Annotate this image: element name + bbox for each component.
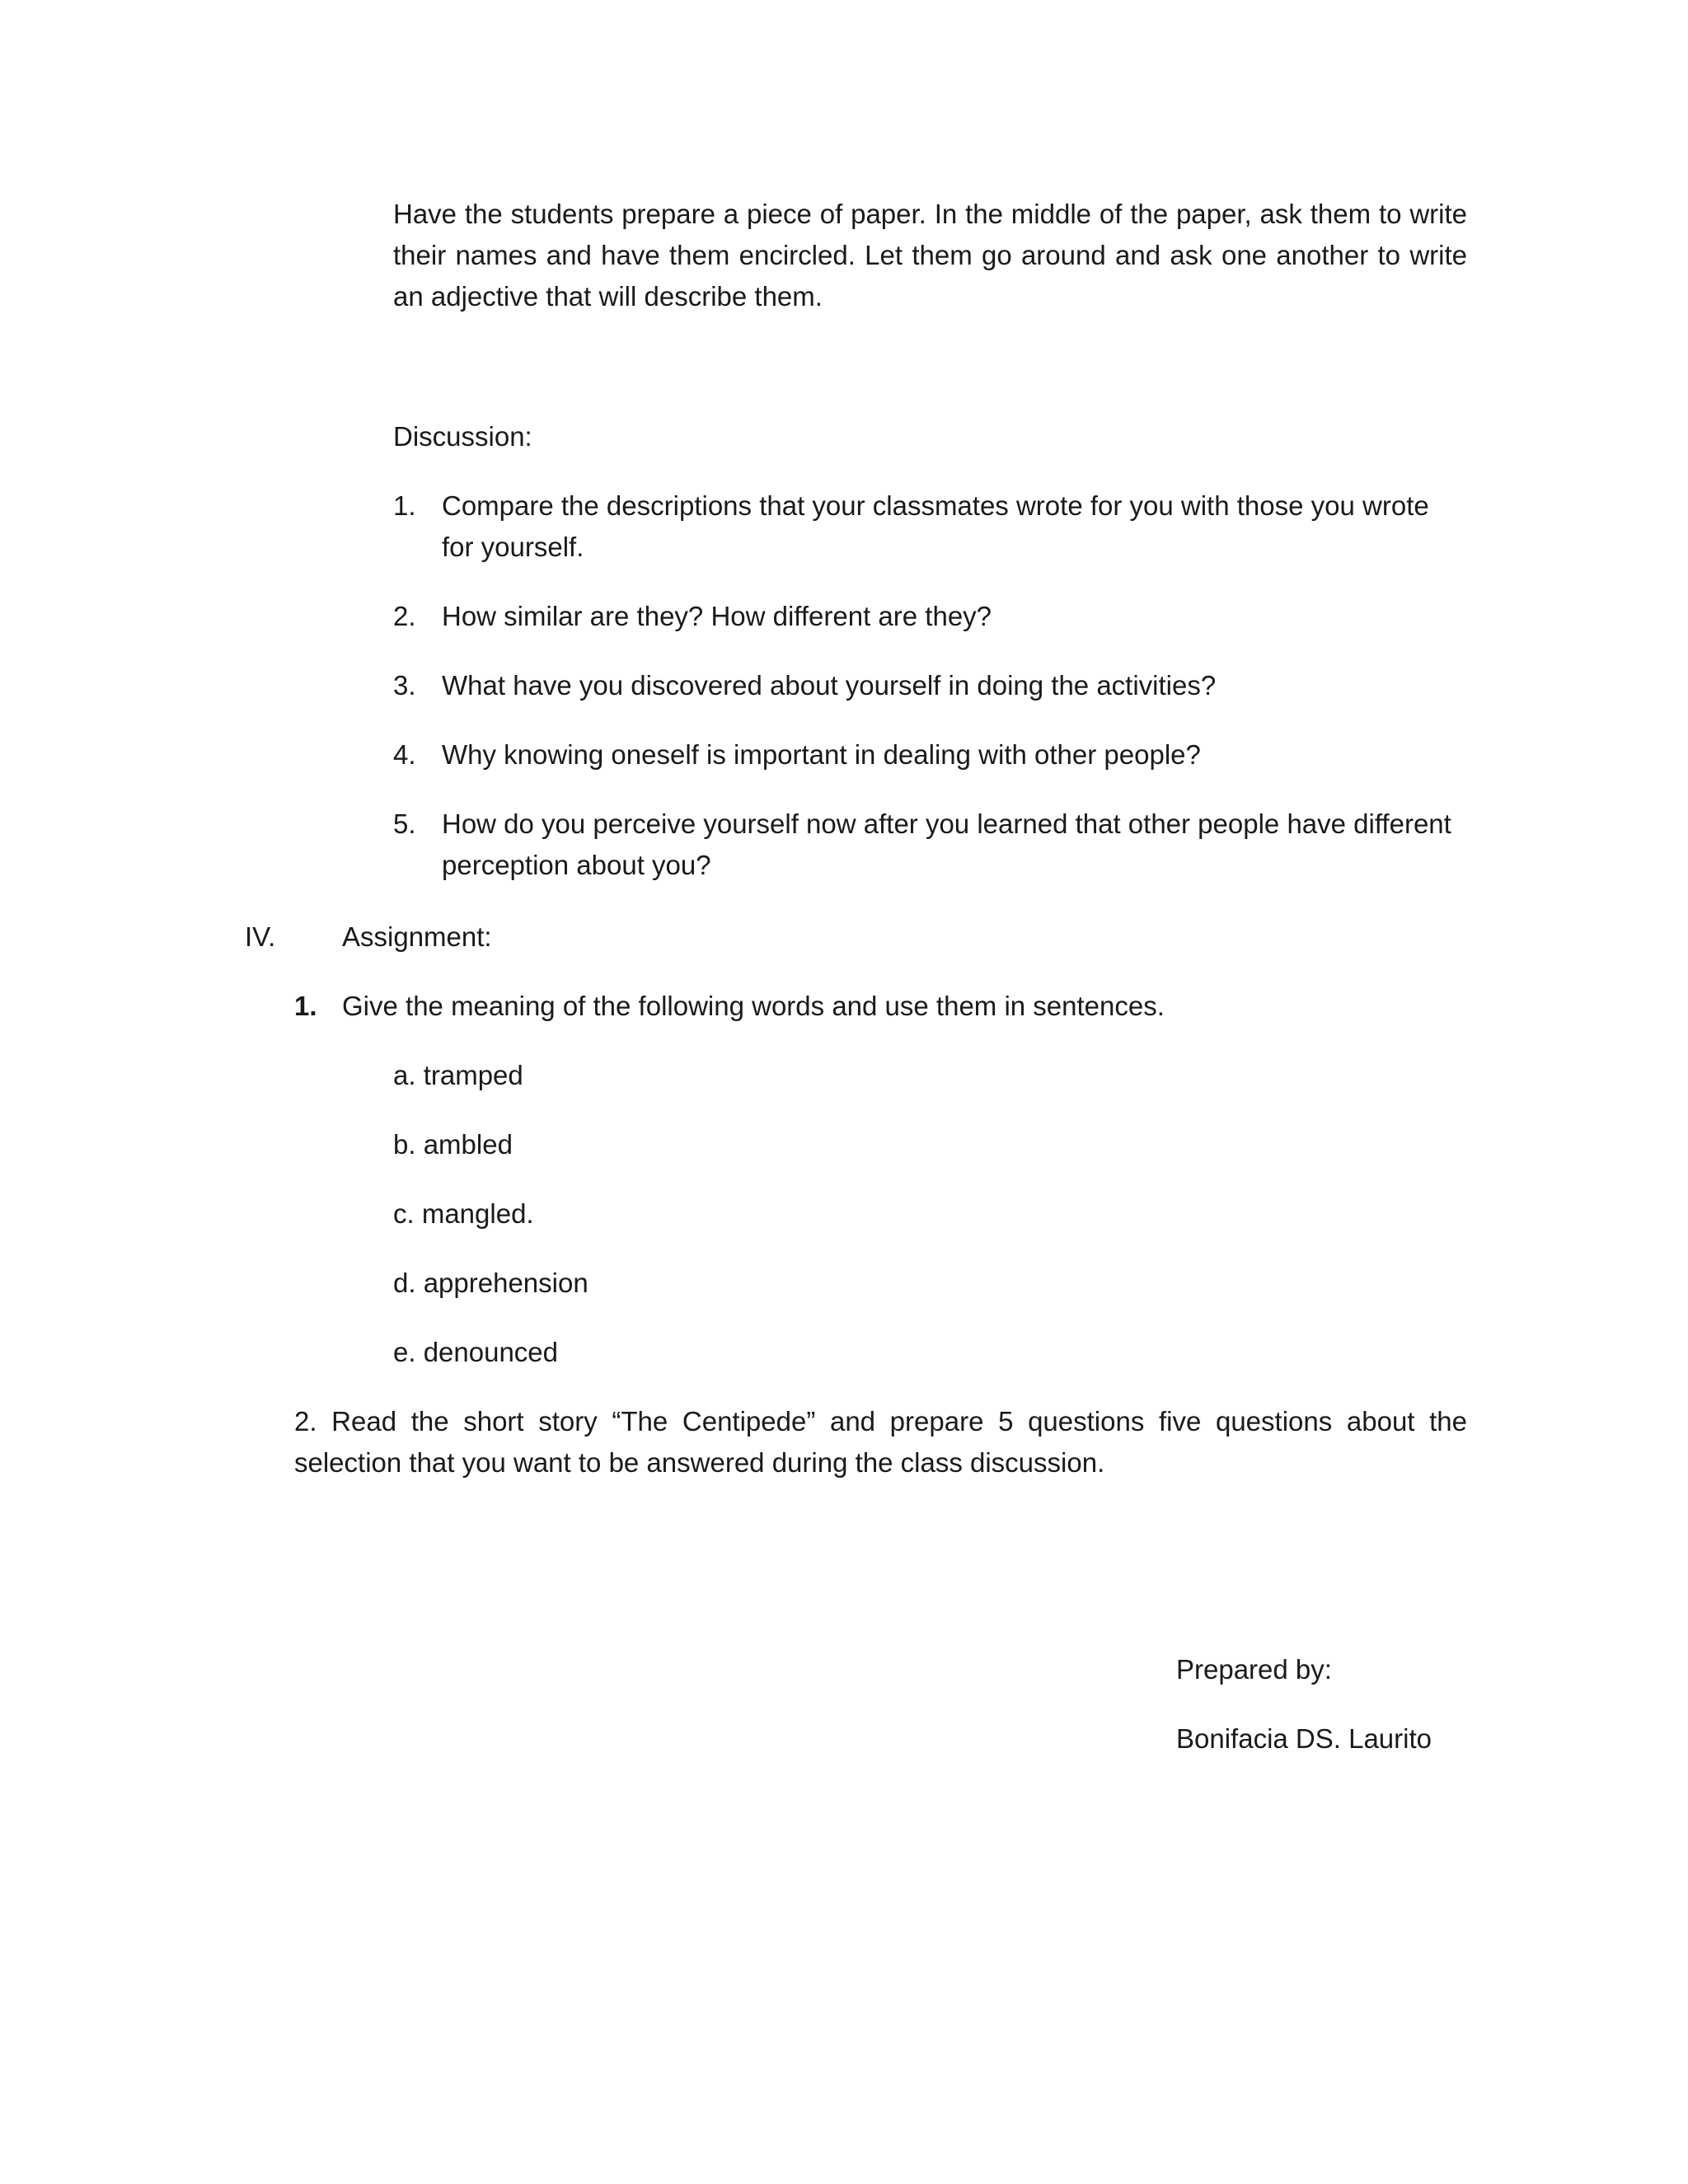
list-item: d. apprehension xyxy=(393,1268,588,1298)
section-number: IV. xyxy=(245,921,276,952)
list-item: b. ambled xyxy=(393,1129,513,1160)
list-item xyxy=(393,734,1467,776)
question-number: 1. xyxy=(393,490,416,521)
question-number: 3. xyxy=(393,670,416,701)
prepared-by-label: Prepared by: xyxy=(1176,1654,1332,1685)
task-number: 1. xyxy=(294,991,317,1021)
intro-paragraph: Have the students prepare a piece of paper. In the middle of the paper, ask them to write their names and have them encircled. Let them go around and ask one another to write an adjective that will describe them. xyxy=(393,199,1467,312)
question-text: How do you perceive yourself now after you learned that other people have different perception about you? xyxy=(442,808,1451,880)
discussion-question-list xyxy=(393,485,1467,914)
assignment-task-2: 2. Read the short story “The Centipede” and prepare 5 questions five questions about the selection that you want to be answered during the class discussion. xyxy=(294,1406,1467,1478)
list-item: e. denounced xyxy=(393,1337,559,1367)
assignment-section-heading xyxy=(245,916,492,958)
list-item xyxy=(393,596,1467,637)
question-text: How similar are they? How different are they? xyxy=(442,601,992,631)
list-item xyxy=(393,485,1467,568)
assignment-heading: Assignment: xyxy=(342,921,492,952)
list-item: c. mangled. xyxy=(393,1198,534,1229)
author-name: Bonifacia DS. Laurito xyxy=(1176,1723,1432,1754)
question-text: Compare the descriptions that your classmates wrote for you with those you wrote for yourself. xyxy=(442,490,1429,562)
assignment-task-1 xyxy=(294,986,1165,1027)
discussion-heading: Discussion: xyxy=(393,421,532,452)
vocabulary-word-list xyxy=(393,1055,588,1401)
question-number: 5. xyxy=(393,808,416,839)
question-number: 4. xyxy=(393,739,416,770)
list-item xyxy=(393,804,1467,886)
question-text: What have you discovered about yourself in doing the activities? xyxy=(442,670,1217,701)
question-text: Why knowing oneself is important in dealing with other people? xyxy=(442,739,1201,770)
task-text: Give the meaning of the following words and use them in sentences. xyxy=(342,991,1165,1021)
list-item: a. tramped xyxy=(393,1060,523,1090)
list-item xyxy=(393,665,1467,706)
question-number: 2. xyxy=(393,601,416,631)
